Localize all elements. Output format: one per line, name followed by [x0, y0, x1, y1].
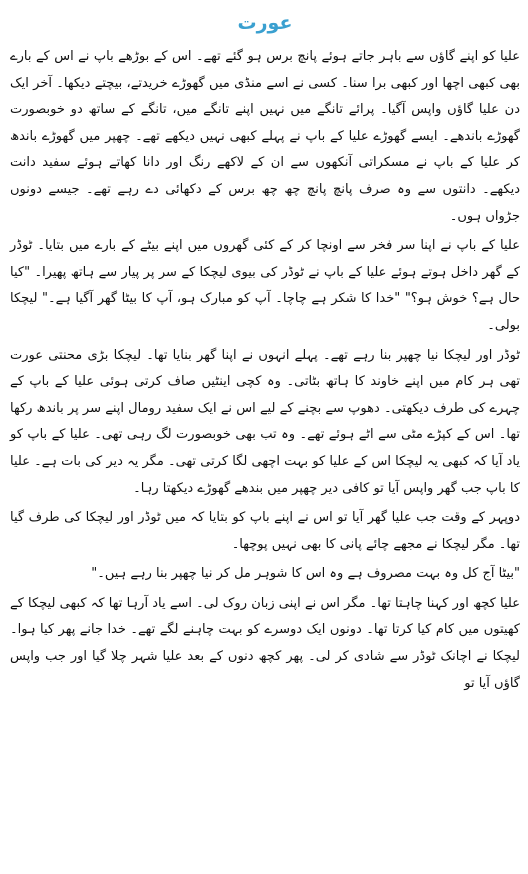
paragraph-6: علیا کچھ اور کہنا چاہتا تھا۔ مگر اس نے اپنی زبان روک لی۔ اسے یاد آرہا تھا کہ کبھی لیچکا کے کھیتوں میں کام کیا کرتا تھا۔ دونوں ایک دوسرے کو بہت چاہنے لگے تھے۔ خدا جانے پھر کیا ہوا۔ لیچکا نے اچانک ٹوڈر سے شادی کر لی۔ پھر کچھ دنوں کے بعد علیا شہر چلا گیا اور جب واپس گاؤں آیا تو [10, 595, 520, 691]
paragraph-1: علیا کو اپنے گاؤں سے باہر جاتے ہوئے پانچ برس ہو گئے تھے۔ اس کے بوڑھے باپ نے اس کے بارے بھی کبھی اچھا اور کبھی برا سنا۔ کسی نے اسے منڈی میں گھوڑے خریدتے، بیچتے دیکھا۔ آخر ایک دن علیا گاؤں واپس آگیا۔ پرائے تانگے میں نہیں اپنے تانگے میں، تانگے کے ساتھ دو خوبصورت گھوڑے باندھے۔ ایسے گھوڑے علیا کے باپ نے پہلے کبھی نہیں دیکھے تھے۔ چھپر میں گھوڑے باندھ کر علیا کے باپ نے مسکراتی آنکھوں سے ان کے لاکھے رنگ اور دانا کھاتے ہوئے سفید دانت دیکھے۔ دانتوں سے وہ صرف پانچ پانچ چھ چھ برس کے دکھائی دے رہے تھے۔ جیسے دونوں جڑواں ہوں۔ [10, 49, 520, 224]
document-title: عورت [237, 12, 293, 34]
paragraph-4: دوپہر کے وقت جب علیا گھر آیا تو اس نے اپنے باپ کو بتایا کہ میں ٹوڈر اور لیچکا کی طرف گیا تھا۔ مگر لیچکا نے مجھے چائے پانی کا بھی نہیں پوچھا۔ [10, 510, 520, 552]
paragraph-2: علیا کے باپ نے اپنا سر فخر سے اونچا کر کے کئی گھروں میں اپنے بیٹے کے بارے میں بتایا۔ ٹوڈر کے گھر داخل ہوتے ہوئے علیا کے باپ نے ٹوڈر کی بیوی لیچکا کے سر پر پیار سے ہاتھ پھیرا۔ "کیا حال ہے؟ خوش ہو؟" "خدا کا شکر ہے چاچا۔ آپ کو مبارک ہو، آپ کا بیٹا گھر آگیا ہے۔" لیچکا بولی۔ [10, 238, 520, 333]
paragraph-5: "بیٹا آج کل وہ بہت مصروف ہے وہ اس کا شوہر مل کر نیا چھپر بنا رہے ہیں۔" [91, 566, 520, 582]
paragraph-3: ٹوڈر اور لیچکا نیا چھپر بنا رہے تھے۔ پہلے انہوں نے اپنا گھر بنایا تھا۔ لیچکا بڑی محنتی عورت تھی ہر کام میں اپنے خاوند کا ہاتھ بٹاتی۔ وہ کچی اینٹیں صاف کرتی ہوئی علیا کے باپ کے چہرے کی طرف دیکھتی۔ دھوپ سے بچنے کے لیے اس نے ایک سفید رومال اپنے سر پر باندھ رکھا تھا۔ اس کے کپڑے مٹی سے اٹے ہوئے تھے۔ وہ تب بھی خوبصورت لگ رہی تھی۔ علیا کے باپ کو یاد آیا کہ کبھی یہ لیچکا اس کے علیا کو بہت اچھی لگا کرتی تھی۔ مگر یہ دیر کی بات ہے۔ علیا کا باپ جب گھر واپس آیا تو کافی دیر چھپر میں بندھے گھوڑے دیکھتا رہا۔ [10, 347, 520, 496]
